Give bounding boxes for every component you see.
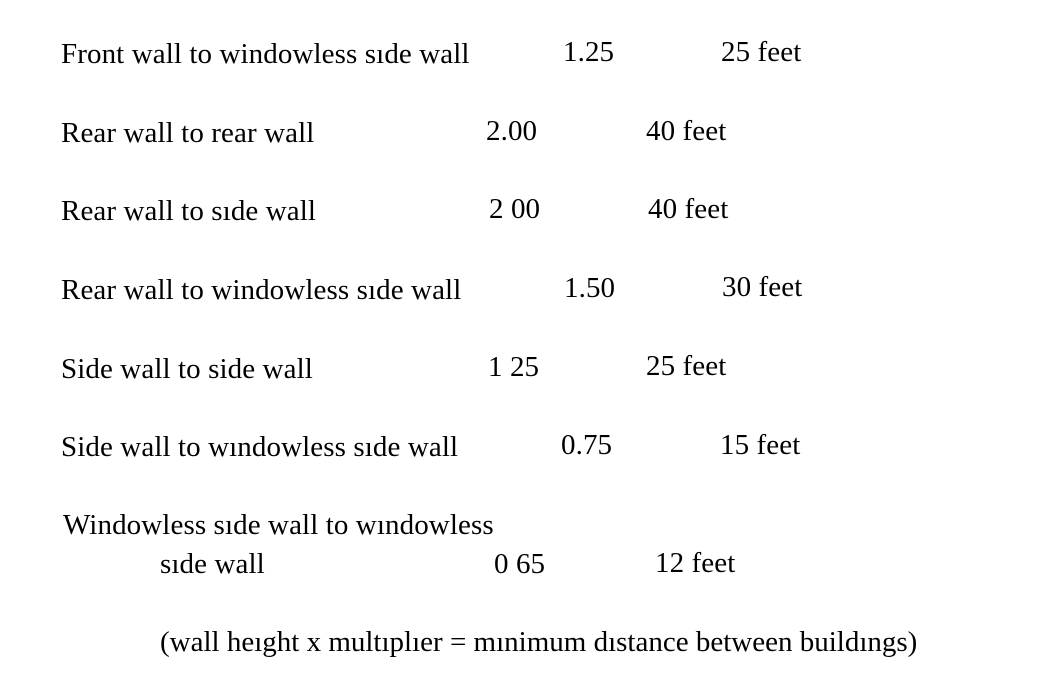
- row-multiplier: 2 00: [489, 193, 541, 225]
- row-distance: 12 feet: [655, 547, 736, 579]
- row-distance: 30 feet: [722, 271, 803, 303]
- row-multiplier: 0 65: [494, 548, 546, 580]
- row-distance: 40 feet: [646, 115, 727, 147]
- row-label: Front wall to windowless sıde wall: [61, 38, 470, 70]
- row-distance: 40 feet: [648, 193, 729, 225]
- row-label: Rear wall to rear wall: [61, 117, 315, 149]
- row-label-continuation: sıde wall: [160, 548, 265, 580]
- row-distance: 25 feet: [721, 36, 802, 68]
- row-label: Windowless sıde wall to wındowless: [63, 509, 494, 541]
- row-label: Rear wall to windowless sıde wall: [61, 274, 462, 306]
- formula-note: (wall heıght x multıplıer = mınimum dıstance between buildıngs): [160, 626, 918, 658]
- row-multiplier: 1.25: [563, 36, 615, 68]
- row-label: Side wall to side wall: [61, 353, 313, 385]
- row-multiplier: 0.75: [561, 429, 613, 461]
- row-label: Side wall to wındowless sıde wall: [61, 431, 459, 463]
- row-multiplier: 1 25: [488, 351, 540, 383]
- row-label: Rear wall to sıde wall: [61, 195, 317, 227]
- row-multiplier: 2.00: [486, 115, 538, 147]
- row-distance: 25 feet: [646, 350, 727, 382]
- row-multiplier: 1.50: [564, 272, 616, 304]
- row-distance: 15 feet: [720, 429, 801, 461]
